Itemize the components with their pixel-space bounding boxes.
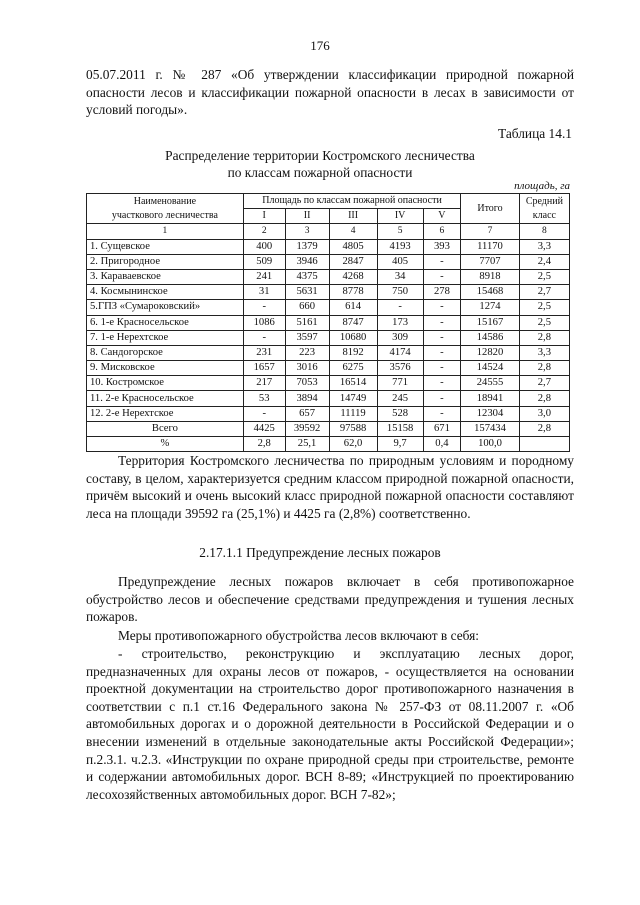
table-row [87,239,570,254]
row-value-cell: 2,5 [519,300,569,315]
row-name-cell: 2. Пригородное [87,254,244,269]
table-row [87,254,570,269]
row-value-cell: 750 [377,285,423,300]
row-value-cell: 97588 [329,421,377,436]
row-value-cell: 11170 [461,239,520,254]
row-value-cell: 2847 [329,254,377,269]
row-value-cell: - [243,330,285,345]
table-row [87,406,570,421]
row-value-cell: - [423,269,461,284]
row-value-cell: 231 [243,345,285,360]
row-value-cell: 245 [377,391,423,406]
row-name-cell: 3. Караваевское [87,269,244,284]
row-value-cell: - [423,406,461,421]
row-value-cell: 5631 [285,285,329,300]
measures-paragraph: Меры противопожарного обустройства лесов включают в себя: [118,628,480,643]
header-avg [519,194,569,224]
row-value-cell: 528 [377,406,423,421]
row-value-cell: 12304 [461,406,520,421]
row-value-cell: 223 [285,345,329,360]
row-name-cell: 7. 1-е Нерехтское [87,330,244,345]
roads-paragraph: - строительство, реконструкцию и эксплуатацию лесных дорог, предназначенных для охраны лесов от пожаров, - осуществляется на основании проектной документации на строительство дорог противопожарного назначения в соответствии с п.1 ст.16 Федерального закона № 257-ФЗ от 08.11.2007 г. «Об автомобильных дорогах и о дорожной деятельности в Российской Федерации и о внесении изменений в отдельные законодательные акты Российской Федерации»; п.2.3.1. ч.2.3. «Инструкции по охране природной среды при строительстве, ремонте и содержании автомобильных дорог. ВСН 8-89; «Инструкцией по проектированию лесохозяйственных автомобильных дорог. ВСН 7-82»; [86,646,574,802]
col-number: 3 [285,224,329,239]
row-value-cell: 771 [377,376,423,391]
row-value-cell: 6275 [329,361,377,376]
row-value-cell: 278 [423,285,461,300]
caption-line-2: по классам пожарной опасности [227,165,413,180]
row-value-cell: 8192 [329,345,377,360]
row-value-cell: 660 [285,300,329,315]
table-unit: площадь, га [514,180,570,192]
row-value-cell: 1657 [243,361,285,376]
row-value-cell: - [423,391,461,406]
row-name-cell: 12. 2-е Нерехтское [87,406,244,421]
header-class: IV [377,209,423,224]
col-number: 1 [87,224,244,239]
header-avg-line-2: класс [532,209,556,221]
row-value-cell: 1379 [285,239,329,254]
table-row [87,269,570,284]
row-value-cell: 3894 [285,391,329,406]
header-name-line-1: Наименование [133,195,197,207]
table-row [87,391,570,406]
col-number: 5 [377,224,423,239]
col-number: 4 [329,224,377,239]
row-value-cell: 2,7 [519,376,569,391]
row-value-cell: - [377,300,423,315]
row-name-cell: 4. Космынинское [87,285,244,300]
row-value-cell: 4375 [285,269,329,284]
row-value-cell: 3946 [285,254,329,269]
row-value-cell: 100,0 [461,437,520,452]
row-value-cell: - [423,330,461,345]
row-value-cell: 3,3 [519,239,569,254]
row-value-cell: 2,8 [243,437,285,452]
row-value-cell: 0,4 [423,437,461,452]
row-value-cell: 24555 [461,376,520,391]
row-value-cell: - [423,345,461,360]
row-value-cell: 657 [285,406,329,421]
table-row [87,315,570,330]
row-value-cell: - [423,376,461,391]
header-name [87,194,244,224]
row-value-cell: - [423,254,461,269]
header-total: Итого [461,194,520,224]
col-number: 8 [519,224,569,239]
table-label: Таблица 14.1 [497,126,572,141]
row-value-cell: 2,5 [519,315,569,330]
row-value-cell: 4268 [329,269,377,284]
row-value-cell: 3576 [377,361,423,376]
row-name-cell: 10. Костромское [87,376,244,391]
header-class: I [243,209,285,224]
row-value-cell: 4425 [243,421,285,436]
row-value-cell [519,437,569,452]
intro-paragraph: 05.07.2011 г. № 287 «Об утверждении классификации природной пожарной опасности лесов и классификации пожарной опасности в лесах в зависимости от условий погоды». [86,67,574,118]
row-value-cell: 15468 [461,285,520,300]
row-value-cell: 62,0 [329,437,377,452]
row-value-cell: 3,0 [519,406,569,421]
row-value-cell: 8918 [461,269,520,284]
row-value-cell: 400 [243,239,285,254]
row-value-cell: 217 [243,376,285,391]
row-value-cell: 173 [377,315,423,330]
row-value-cell: 7707 [461,254,520,269]
header-class: III [329,209,377,224]
row-value-cell: 4805 [329,239,377,254]
header-name-line-2: участкового лесничества [111,209,218,221]
prevention-paragraph: Предупреждение лесных пожаров включает в себя противопожарное обустройство лесов и обеспечение средствами предупреждения и тушения лесных пожаров. [86,574,574,625]
row-value-cell: 16514 [329,376,377,391]
row-value-cell: - [243,406,285,421]
header-avg-line-1: Средний [525,195,563,207]
fire-class-table [86,193,570,452]
row-value-cell: 4193 [377,239,423,254]
row-value-cell: 2,8 [519,361,569,376]
row-name-cell: 1. Сущевское [87,239,244,254]
row-value-cell: 2,8 [519,330,569,345]
row-name-cell: 11. 2-е Красносельское [87,391,244,406]
row-value-cell: 3597 [285,330,329,345]
row-value-cell: 2,5 [519,269,569,284]
table-row [87,376,570,391]
table-row [87,437,570,452]
row-value-cell: 3,3 [519,345,569,360]
row-value-cell: 3016 [285,361,329,376]
row-name-cell: 8. Сандогорское [87,345,244,360]
row-value-cell: 5161 [285,315,329,330]
table-row [87,361,570,376]
table-row [87,345,570,360]
row-value-cell: 614 [329,300,377,315]
page-number: 176 [310,38,330,53]
row-value-cell: 157434 [461,421,520,436]
row-value-cell: 18941 [461,391,520,406]
row-value-cell: 14749 [329,391,377,406]
row-value-cell: 7053 [285,376,329,391]
row-value-cell: 309 [377,330,423,345]
row-value-cell: 393 [423,239,461,254]
row-value-cell: 11119 [329,406,377,421]
row-value-cell: 2,8 [519,421,569,436]
row-value-cell: 2,8 [519,391,569,406]
row-value-cell: 14524 [461,361,520,376]
row-value-cell: 9,7 [377,437,423,452]
col-number: 6 [423,224,461,239]
row-value-cell: 10680 [329,330,377,345]
table-row [87,421,570,436]
row-value-cell: 15167 [461,315,520,330]
row-value-cell: 2,7 [519,285,569,300]
section-heading: 2.17.1.1 Предупреждение лесных пожаров [199,545,441,560]
row-value-cell: 15158 [377,421,423,436]
row-name-cell: % [87,437,244,452]
row-value-cell: 8778 [329,285,377,300]
row-name-cell: 6. 1-е Красносельское [87,315,244,330]
col-number: 2 [243,224,285,239]
row-value-cell: - [423,361,461,376]
table-row [87,300,570,315]
col-number: 7 [461,224,520,239]
row-value-cell: 405 [377,254,423,269]
header-class: V [423,209,461,224]
row-value-cell: 53 [243,391,285,406]
row-value-cell: 4174 [377,345,423,360]
table-row [87,285,570,300]
row-value-cell: 34 [377,269,423,284]
table-caption [0,147,640,181]
row-value-cell: 25,1 [285,437,329,452]
table-body [87,239,570,452]
row-value-cell: 12820 [461,345,520,360]
row-value-cell: 39592 [285,421,329,436]
row-name-cell: 5.ГПЗ «Сумароковский» [87,300,244,315]
row-value-cell: 14586 [461,330,520,345]
row-value-cell: 8747 [329,315,377,330]
table-row [87,330,570,345]
row-name-cell: Всего [87,421,244,436]
row-value-cell: 241 [243,269,285,284]
header-area-group: Площадь по классам пожарной опасности [243,194,460,209]
row-value-cell: 671 [423,421,461,436]
row-name-cell: 9. Мисковское [87,361,244,376]
row-value-cell: 509 [243,254,285,269]
row-value-cell: - [423,300,461,315]
row-value-cell: 1274 [461,300,520,315]
header-class: II [285,209,329,224]
row-value-cell: 31 [243,285,285,300]
row-value-cell: - [243,300,285,315]
territory-paragraph: Территория Костромского лесничества по природным условиям и породному составу, в целом, характеризуется средним классом природной пожарной опасности, причём высокий и очень высокий класс природной пожарной опасности составляют леса на площади 39592 га (25,1%) и 4425 га (2,8%) соответственно. [86,453,574,521]
row-value-cell: 1086 [243,315,285,330]
caption-line-1: Распределение территории Костромского лесничества [165,148,475,163]
row-value-cell: 2,4 [519,254,569,269]
row-value-cell: - [423,315,461,330]
